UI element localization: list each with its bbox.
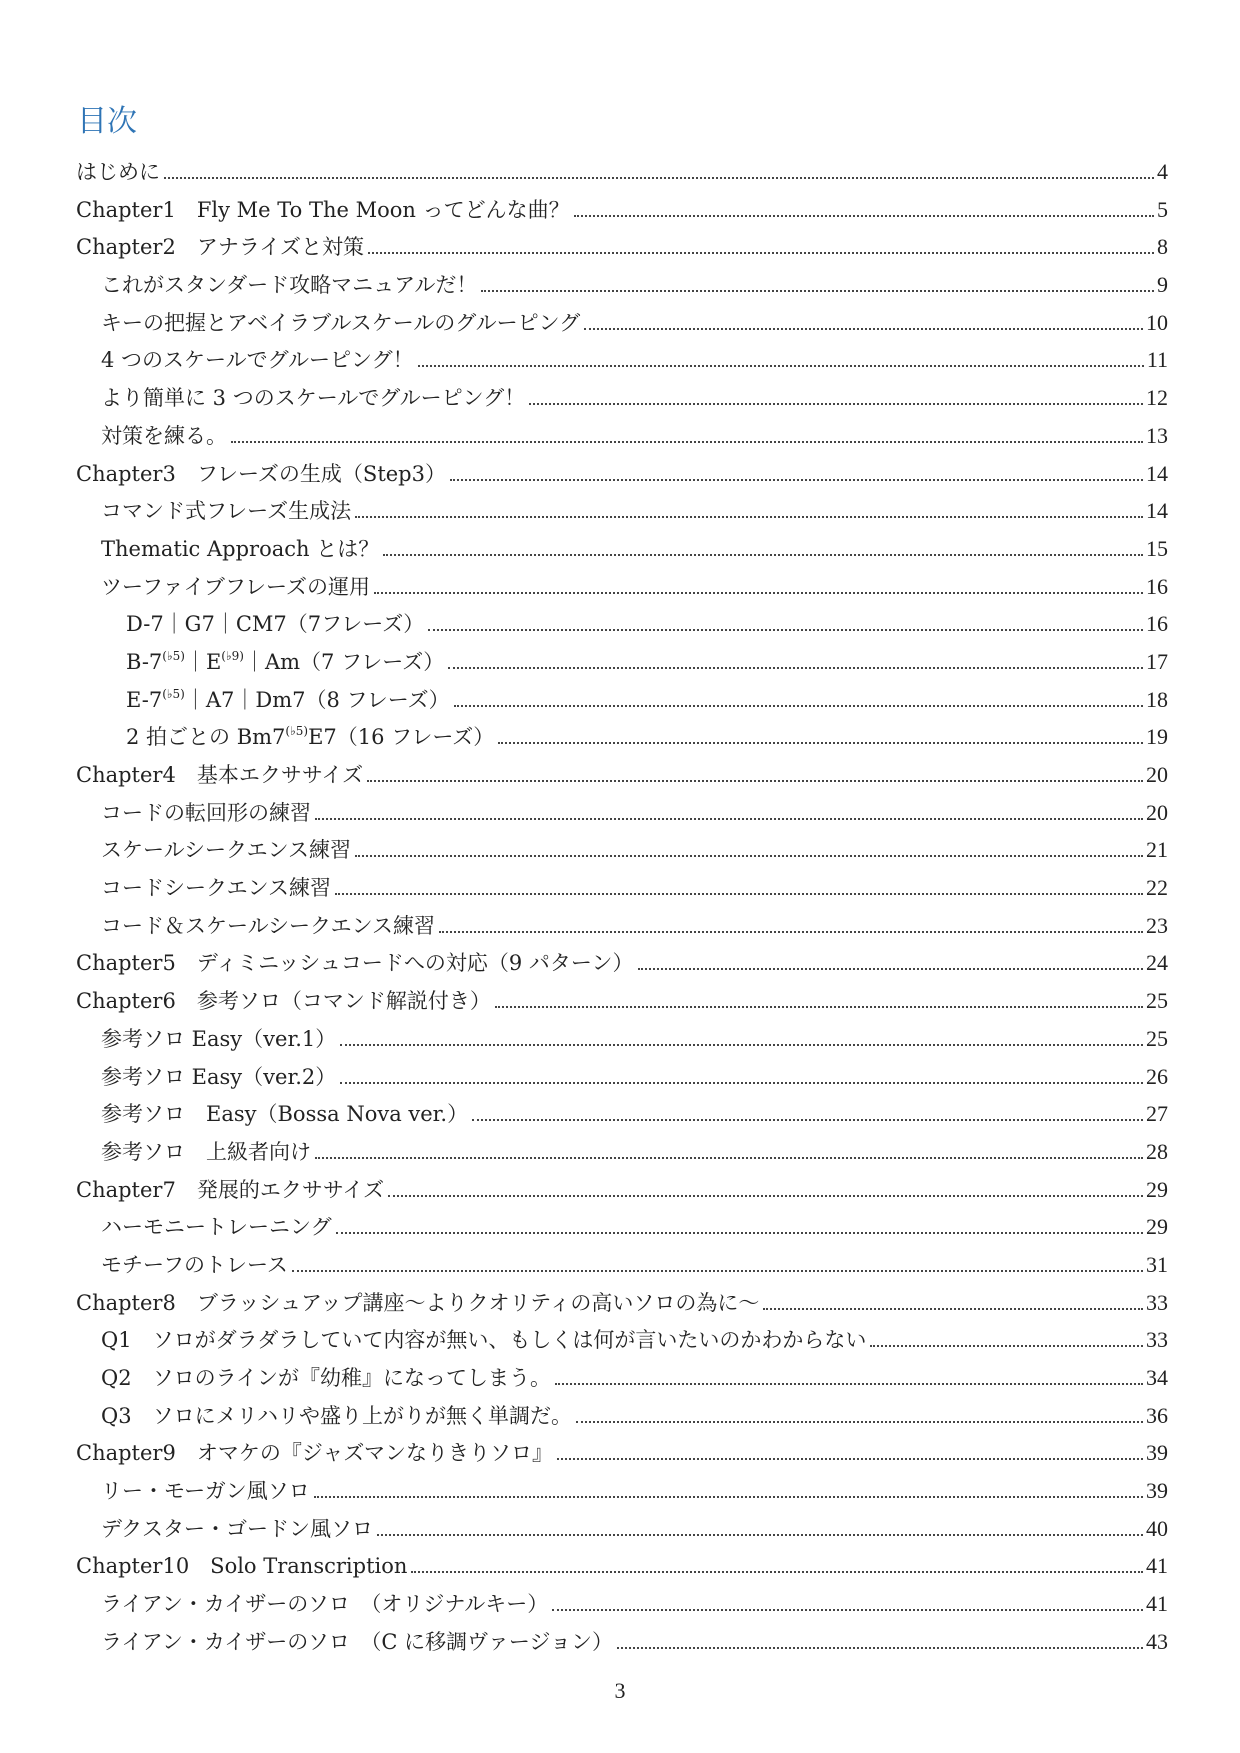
toc-page-number: 17 [1146, 648, 1168, 674]
toc-entry[interactable] [76, 458, 1168, 496]
dot-leader [763, 1308, 1143, 1310]
table-of-contents [76, 156, 1168, 1664]
toc-page-number: 39 [1146, 1478, 1168, 1504]
toc-entry[interactable] [76, 1174, 1168, 1212]
toc-entry[interactable] [76, 231, 1168, 269]
dot-leader [870, 1345, 1143, 1347]
toc-entry[interactable] [76, 194, 1168, 232]
dot-leader [355, 516, 1143, 518]
dot-leader [428, 629, 1143, 631]
toc-entry-label [101, 1061, 336, 1091]
toc-entry-label [101, 1324, 866, 1354]
dot-leader [231, 441, 1143, 443]
dot-leader [557, 1458, 1143, 1460]
toc-entry-label [101, 1098, 468, 1128]
dot-leader [439, 931, 1143, 933]
label-text: はじめに [76, 160, 160, 184]
toc-entry-label [76, 1437, 553, 1467]
label-text: コードの転回形の練習 [101, 800, 311, 825]
toc-entry[interactable] [76, 1626, 1168, 1664]
toc-entry[interactable] [76, 1061, 1168, 1099]
toc-entry[interactable] [76, 1098, 1168, 1136]
label-text: Q1 ソロがダラダラしていて内容が無い、もしくは何が言いたいのかわからない [101, 1328, 867, 1353]
label-text: コード＆スケールシークエンス練習 [101, 913, 436, 938]
label-text: ｜E [184, 649, 222, 674]
dot-leader [498, 742, 1143, 744]
dot-leader [374, 592, 1143, 594]
dot-leader [315, 818, 1143, 820]
toc-entry-label [101, 1362, 551, 1392]
toc-entry-label [76, 194, 570, 224]
dot-leader [314, 1496, 1143, 1498]
toc-page-number: 28 [1146, 1138, 1168, 1164]
label-text: 参考ソロ 上級者向け [101, 1139, 311, 1164]
page-number: 3 [614, 1678, 626, 1703]
toc-page-number: 29 [1146, 1176, 1168, 1202]
label-text: Chapter1 Fly Me To The Moon ってどんな曲？ [76, 197, 570, 222]
dot-leader [450, 479, 1143, 481]
dot-leader [292, 1270, 1143, 1272]
label-text: ライアン・カイザーのソロ （オリジナルキー） [101, 1592, 549, 1617]
toc-entry-label [101, 872, 331, 902]
toc-entry[interactable] [76, 269, 1168, 307]
toc-entry-label [101, 307, 580, 337]
label-text: Chapter9 オマケの『ジャズマンなりきりソロ』 [76, 1441, 553, 1466]
toc-page-number: 33 [1146, 1289, 1168, 1315]
dot-leader [368, 252, 1154, 254]
toc-page-number: 25 [1146, 1025, 1168, 1051]
superscript: (♭5) [162, 648, 185, 663]
label-text: 参考ソロ Easy（ver.2） [101, 1064, 337, 1089]
dot-leader [617, 1647, 1143, 1649]
toc-entry[interactable] [76, 947, 1168, 985]
label-text: デクスター・ゴードン風ソロ [101, 1516, 373, 1541]
label-text: コードシークエンス練習 [101, 876, 331, 901]
dot-leader [472, 1119, 1143, 1121]
toc-page-number: 9 [1157, 272, 1168, 298]
toc-entry-label [101, 1136, 311, 1166]
toc-entry-label [101, 1400, 572, 1430]
label-text: Chapter6 参考ソロ（コマンド解説付き） [76, 989, 491, 1014]
dot-leader [164, 177, 1154, 179]
dot-leader [552, 1609, 1143, 1611]
dot-leader [383, 554, 1143, 556]
label-text: ｜Am（7 フレーズ） [243, 649, 445, 674]
toc-page-number: 12 [1146, 385, 1168, 411]
toc-page-number: 41 [1146, 1591, 1168, 1617]
dot-leader [315, 1157, 1143, 1159]
toc-entry-label [101, 1513, 373, 1543]
toc-entry[interactable] [76, 759, 1168, 797]
label-text: Chapter2 アナライズと対策 [76, 235, 364, 260]
label-text: Thematic Approach とは？ [101, 536, 380, 561]
toc-entry[interactable] [76, 420, 1168, 458]
toc-entry-label [126, 721, 494, 751]
toc-page-number: 4 [1157, 159, 1168, 184]
toc-page-number: 11 [1146, 347, 1168, 373]
toc-entry[interactable] [76, 344, 1168, 382]
toc-entry[interactable] [76, 1513, 1168, 1551]
toc-entry-label [76, 1550, 407, 1580]
toc-entry[interactable] [76, 1324, 1168, 1362]
toc-entry-label [76, 1287, 759, 1317]
label-text: リー・モーガン風ソロ [101, 1479, 310, 1504]
dot-leader [377, 1534, 1143, 1536]
toc-entry-label [101, 1023, 336, 1053]
toc-title: 目次 [77, 104, 137, 139]
toc-page-number: 10 [1146, 309, 1168, 335]
toc-page-number: 31 [1146, 1251, 1168, 1277]
toc-entry-label [76, 759, 363, 789]
label-text: B-7 [126, 649, 163, 674]
label-text: Q2 ソロのラインが『幼稚』になってしまう。 [101, 1366, 551, 1390]
toc-page-number: 41 [1146, 1553, 1168, 1579]
toc-entry-label [76, 1174, 384, 1204]
toc-entry-label [101, 420, 227, 450]
toc-page-number: 14 [1146, 460, 1168, 486]
superscript: (♭5) [285, 724, 309, 739]
toc-entry-label [101, 269, 477, 299]
toc-entry[interactable] [76, 1136, 1168, 1174]
dot-leader [336, 1232, 1143, 1234]
label-text: これがスタンダード攻略マニュアルだ！ [101, 273, 478, 298]
toc-page-number: 22 [1146, 875, 1168, 901]
toc-entry-label [76, 156, 160, 186]
dot-leader [418, 365, 1144, 367]
label-text: Chapter5 ディミニッシュコードへの対応（9 パターン） [76, 951, 634, 976]
toc-page-number: 36 [1146, 1402, 1168, 1428]
toc-entry-label [101, 495, 351, 525]
toc-page-number: 20 [1146, 762, 1168, 787]
toc-entry[interactable] [76, 834, 1168, 872]
dot-leader [355, 855, 1143, 857]
label-text: より簡単に 3 つのスケールでグルーピング！ [101, 386, 526, 411]
superscript: (♭9) [221, 648, 244, 663]
label-text: ツーファイブフレーズの運用 [101, 574, 371, 599]
toc-entry[interactable] [76, 797, 1168, 835]
toc-entry[interactable] [76, 985, 1168, 1023]
label-text: Chapter7 発展的エクササイズ [76, 1177, 385, 1202]
toc-entry-label [126, 646, 444, 676]
toc-entry[interactable] [76, 608, 1168, 646]
label-text: 2 拍ごとの Bm7 [126, 725, 286, 750]
toc-entry[interactable] [76, 1475, 1168, 1513]
toc-entry[interactable] [76, 1437, 1168, 1475]
toc-entry-label [101, 1475, 310, 1505]
dot-leader [495, 1006, 1143, 1008]
label-text: Chapter4 基本エクササイズ [76, 763, 364, 787]
dot-leader [448, 667, 1143, 669]
dot-leader [411, 1571, 1143, 1573]
toc-entry[interactable] [76, 684, 1168, 722]
toc-entry[interactable] [76, 1287, 1168, 1325]
toc-entry-label [101, 344, 414, 374]
toc-entry[interactable] [76, 571, 1168, 609]
label-text: キーの把握とアベイラブルスケールのグルーピング [101, 310, 581, 335]
label-text: 参考ソロ Easy（Bossa Nova ver.） [101, 1102, 469, 1127]
toc-entry-label [126, 684, 450, 714]
label-text: 4 つのスケールでグルーピング！ [101, 348, 414, 373]
dot-leader [584, 328, 1143, 330]
label-text: Chapter3 フレーズの生成（Step3） [76, 461, 446, 486]
toc-page-number: 5 [1157, 196, 1168, 222]
toc-entry-label [101, 1626, 613, 1656]
toc-entry-label [101, 1588, 548, 1618]
toc-entry[interactable] [76, 1211, 1168, 1249]
toc-entry-label [76, 985, 491, 1015]
toc-entry[interactable] [76, 1249, 1168, 1287]
toc-page-number: 23 [1146, 912, 1168, 938]
toc-page-number: 26 [1146, 1063, 1168, 1089]
toc-page-number: 27 [1146, 1101, 1168, 1127]
label-text: 参考ソロ Easy（ver.1） [101, 1026, 337, 1051]
toc-entry-label [126, 608, 424, 638]
toc-page-number: 39 [1146, 1440, 1168, 1466]
dot-leader [576, 1421, 1143, 1423]
label-text: ｜A7｜Dm7（8 フレーズ） [184, 687, 450, 712]
toc-page-number: 16 [1146, 611, 1168, 637]
label-text: D-7｜G7｜CM7（7フレーズ） [126, 612, 425, 637]
toc-page-number: 34 [1146, 1365, 1168, 1390]
toc-entry-label [101, 571, 370, 601]
dot-leader [340, 1044, 1143, 1046]
toc-page-number: 21 [1146, 837, 1168, 863]
toc-entry[interactable] [76, 1588, 1168, 1626]
dot-leader [454, 705, 1143, 707]
label-text: E-7 [126, 687, 163, 712]
toc-entry[interactable] [76, 533, 1168, 571]
dot-leader [367, 780, 1143, 782]
toc-page-number: 40 [1146, 1515, 1168, 1541]
label-text: Chapter10 Solo Transcription [76, 1554, 408, 1579]
toc-entry-label [76, 458, 446, 488]
toc-entry[interactable] [76, 307, 1168, 345]
label-text: E7（16 フレーズ） [308, 725, 495, 750]
toc-entry[interactable] [76, 1023, 1168, 1061]
dot-leader [574, 215, 1154, 217]
toc-page-number: 29 [1146, 1214, 1168, 1240]
toc-entry[interactable] [76, 646, 1168, 684]
toc-page-number: 19 [1146, 724, 1168, 750]
dot-leader [529, 403, 1143, 405]
toc-page-number: 8 [1157, 234, 1168, 260]
label-text: Chapter8 ブラッシュアップ講座～よりクオリティの高いソロの為に～ [76, 1290, 760, 1315]
dot-leader [555, 1383, 1143, 1385]
toc-page-number: 25 [1146, 988, 1168, 1014]
toc-entry[interactable] [76, 1550, 1168, 1588]
toc-entry[interactable] [76, 910, 1168, 948]
dot-leader [638, 968, 1144, 970]
toc-entry-label [76, 947, 634, 977]
toc-entry-label [76, 231, 364, 261]
label-text: ライアン・カイザーのソロ （C に移調ヴァージョン） [101, 1629, 614, 1654]
toc-entry[interactable] [76, 156, 1168, 194]
dot-leader [335, 893, 1143, 895]
toc-page-number: 13 [1146, 422, 1168, 448]
label-text: スケールシークエンス練習 [101, 838, 352, 863]
dot-leader [481, 290, 1154, 292]
toc-entry[interactable] [76, 1400, 1168, 1438]
toc-page-number: 33 [1146, 1327, 1168, 1353]
toc-entry[interactable] [76, 495, 1168, 533]
label-text: Q3 ソロにメリハリや盛り上がりが無く単調だ。 [101, 1403, 572, 1428]
toc-entry[interactable] [76, 1362, 1168, 1400]
toc-entry-label [101, 910, 435, 940]
toc-page-number: 20 [1146, 799, 1168, 825]
label-text: ハーモニートレーニング [101, 1215, 332, 1240]
toc-page-number: 43 [1146, 1628, 1168, 1654]
label-text: モチーフのトレース [101, 1252, 288, 1277]
toc-entry-label [101, 797, 311, 827]
label-text: 対策を練る。 [101, 423, 227, 448]
toc-page-number: 24 [1146, 950, 1168, 976]
toc-entry-label [101, 382, 525, 412]
toc-entry-label [101, 533, 379, 563]
label-text: コマンド式フレーズ生成法 [101, 499, 352, 524]
toc-page-number: 18 [1146, 686, 1168, 712]
dot-leader [340, 1082, 1143, 1084]
toc-entry-label [101, 834, 351, 864]
dot-leader [388, 1195, 1143, 1197]
toc-entry-label [101, 1249, 288, 1279]
toc-page-number: 14 [1146, 498, 1168, 524]
toc-entry-label [101, 1211, 332, 1241]
toc-page-number: 15 [1146, 535, 1168, 561]
toc-page-number: 16 [1146, 573, 1168, 599]
toc-entry[interactable] [76, 872, 1168, 910]
toc-entry[interactable] [76, 382, 1168, 420]
toc-entry[interactable] [76, 721, 1168, 759]
superscript: (♭5) [162, 686, 185, 701]
